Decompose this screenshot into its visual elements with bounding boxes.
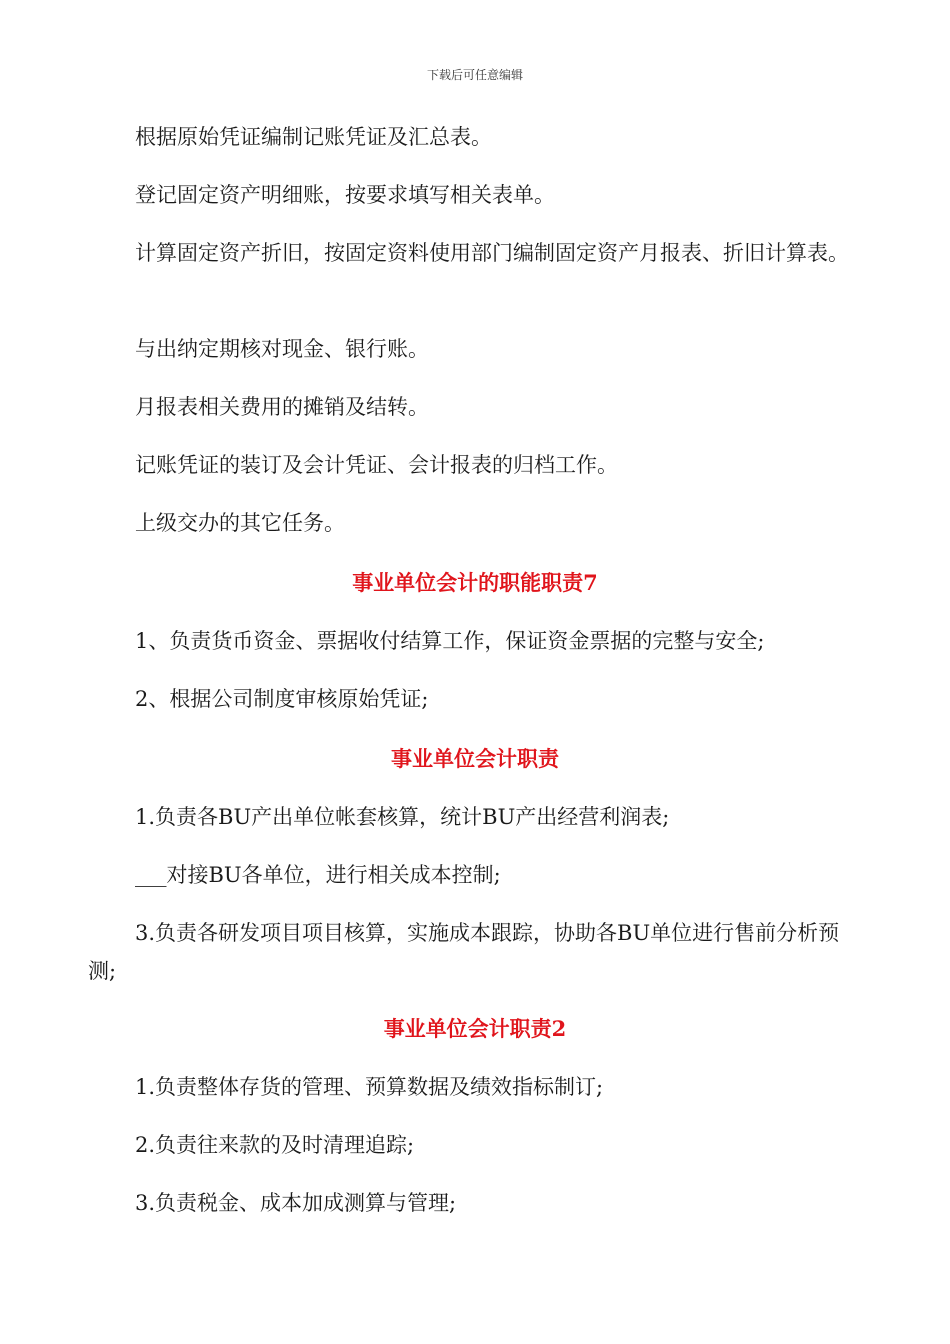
paragraph: 上级交办的其它任务。 xyxy=(135,511,345,535)
paragraph: 登记固定资产明细账，按要求填写相关表单。 xyxy=(135,183,555,207)
paragraph: 2.负责往来款的及时清理追踪; xyxy=(135,1133,415,1157)
paragraph: 与出纳定期核对现金、银行账。 xyxy=(135,337,429,361)
paragraph: 1、负责货币资金、票据收付结算工作，保证资金票据的完整与安全; xyxy=(135,629,765,653)
section-heading: 事业单位会计职责 xyxy=(391,746,559,771)
paragraph: 月报表相关费用的摊销及结转。 xyxy=(135,395,429,419)
paragraph: 1.负责整体存货的管理、预算数据及绩效指标制订; xyxy=(135,1075,604,1099)
paragraph: 3.负责税金、成本加成测算与管理; xyxy=(135,1191,457,1215)
paragraph: 2、根据公司制度审核原始凭证; xyxy=(135,687,429,711)
section-heading: 事业单位会计的职能职责7 xyxy=(352,570,598,595)
paragraph: ___对接BU各单位，进行相关成本控制; xyxy=(135,863,501,887)
paragraph: 1.负责各BU产出单位帐套核算，统计BU产出经营利润表; xyxy=(135,805,670,829)
paragraph: 根据原始凭证编制记账凭证及汇总表。 xyxy=(135,125,492,149)
paragraph: 记账凭证的装订及会计凭证、会计报表的归档工作。 xyxy=(135,453,618,477)
paragraph: 3.负责各研发项目项目核算，实施成本跟踪，协助各BU单位进行售前分析预测; xyxy=(88,921,840,983)
section-heading: 事业单位会计职责2 xyxy=(383,1016,567,1041)
paragraph: 计算固定资产折旧，按固定资料使用部门编制固定资产月报表、折旧计算表。 xyxy=(135,241,849,265)
page-header: 下载后可任意编辑 xyxy=(426,68,523,82)
